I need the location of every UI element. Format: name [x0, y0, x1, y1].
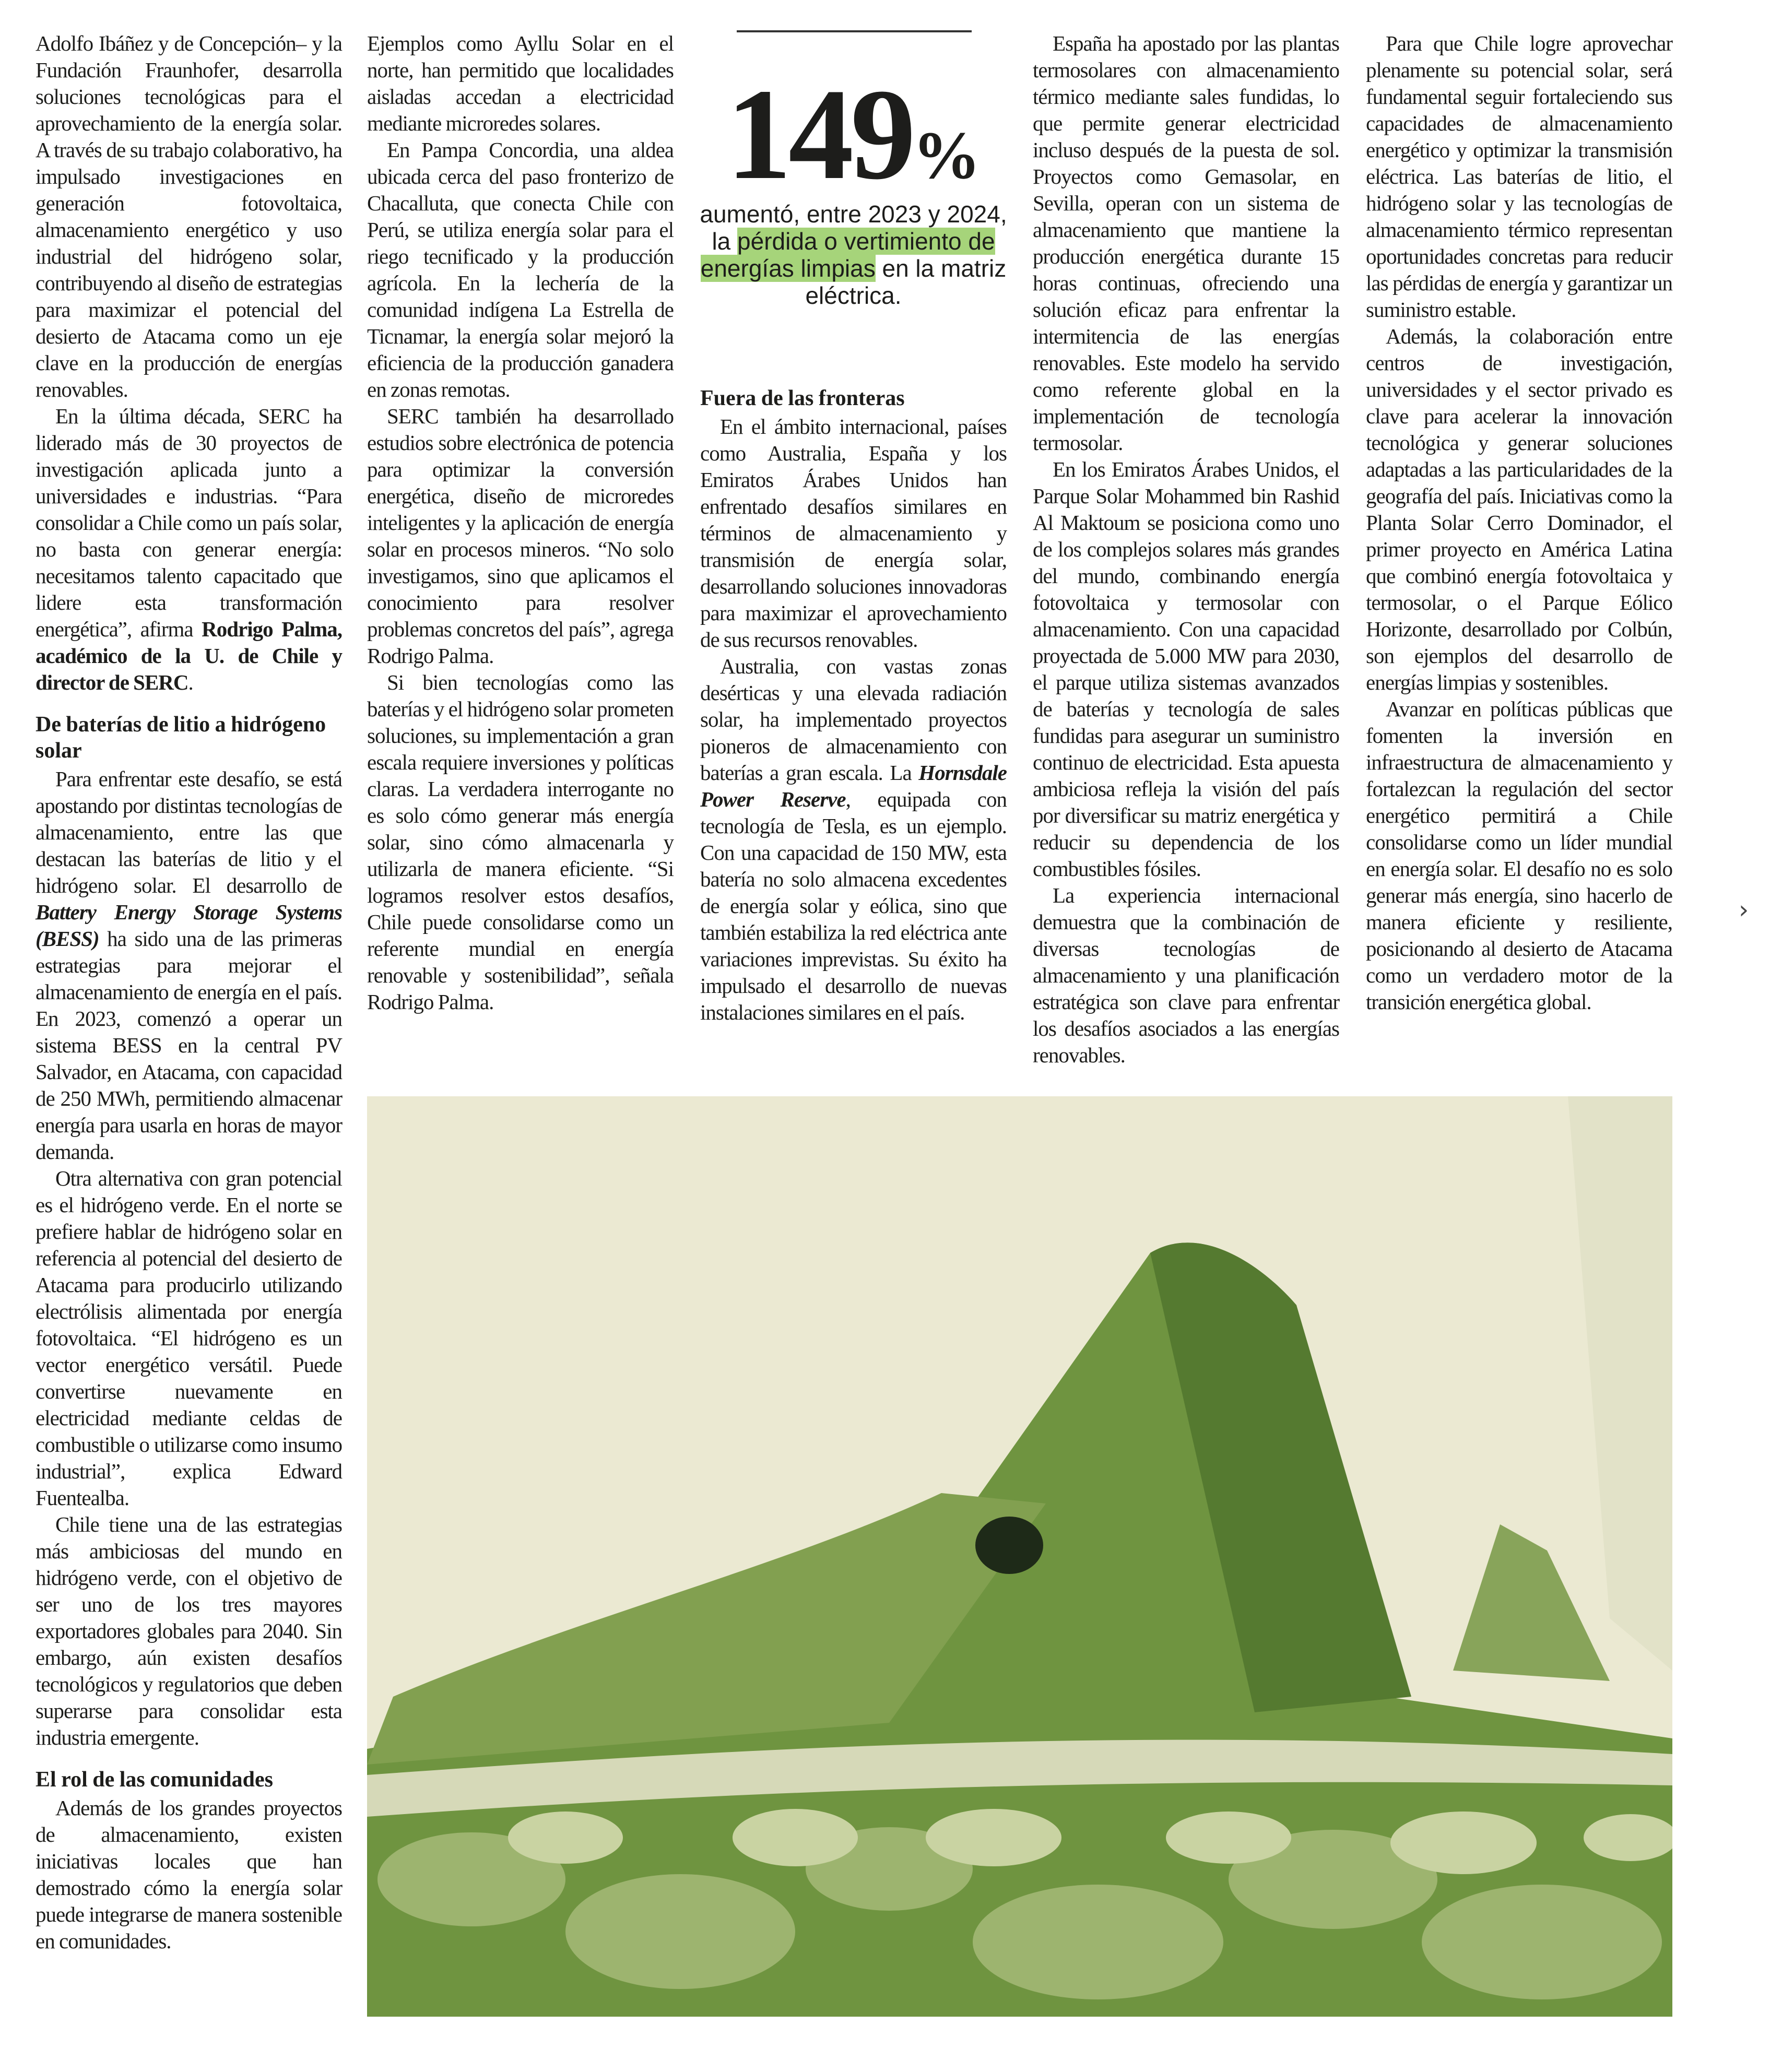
callout-number: [700, 62, 1007, 223]
paragraph: [1366, 30, 1672, 323]
callout-text-before: aumentó, entre 2023 y 2024, la: [700, 200, 1007, 255]
paragraph: [36, 30, 342, 403]
paragraph: [700, 413, 1007, 653]
paragraph: [1033, 456, 1339, 882]
next-page-button[interactable]: [1739, 895, 1765, 927]
article-column-2: [367, 30, 674, 1015]
paragraph-text: Ejemplos como Ayllu Solar en el norte, han permitido que localidades aisladas accedan a electricidad mediante microredes solares.: [367, 31, 674, 135]
paragraph-text: ha sido una de las primeras estrategias para mejorar el almacenamiento de energía en el país. En 2023, comenzó a operar un sistema BESS en la central PV Salvador, en Atacama, con capacidad de 250 MWh, permitiendo almacenar energía para usarla en horas de mayor demanda.: [36, 927, 342, 1164]
paragraph-text: Si bien tecnologías como las baterías y el hidrógeno solar prometen soluciones, su implementación a gran escala requiere inversiones y políticas claras. La verdadera interrogante no es solo cómo generar más energía solar, sino cómo almacenarla y utilizarla de manera eficiente. “Si logramos resolver estos desafíos, Chile puede consolidarse como un referente mundial en energía renovable y sostenibilidad”, señala Rodrigo Palma.: [367, 670, 674, 1014]
paragraph: [36, 403, 342, 696]
paragraph-text: SERC también ha desarrollado estudios sobre electrónica de potencia para optimizar la conversión energética, diseño de microredes inteligentes y la aplicación de energía solar en procesos mineros. “No solo investigamos, sino que aplicamos el conocimiento para resolver problemas concretos del país”, agrega Rodrigo Palma.: [367, 404, 674, 668]
paragraph-text: Para enfrentar este desafío, se está apostando por distintas tecnologías de almacenamiento, entre las que destacan las baterías de litio y el hidrógeno solar. El desarrollo de: [36, 767, 342, 897]
paragraph-text: Además de los grandes proyectos de almacenamiento, existen iniciativas locales que han demostrado cómo la energía solar puede integrarse de manera sostenible en comunidades.: [36, 1796, 342, 1953]
paragraph-text: En Pampa Concordia, una aldea ubicada cerca del paso fronterizo de Chacalluta, que conecta Chile con Perú, se utiliza energía solar para el riego tecnificado y la producción agrícola. En la lechería de la comunidad indígena La Estrella de Ticnamar, la energía solar mejoró la eficiencia de la producción ganadera en zonas remotas.: [367, 138, 674, 401]
article-column-3: [700, 30, 1007, 1026]
callout-text-highlight: pérdida o vertimiento de energías limpias: [700, 228, 995, 282]
paragraph-text: .: [188, 670, 193, 694]
section-heading: El rol de las comunidades: [36, 1768, 273, 1792]
paragraph-text: Chile tiene una de las estrategias más ambiciosas del mundo en hidrógeno verde, con el objetivo de ser uno de los tres mayores exportadores globales para 2040. Sin embargo, aún existen desafíos tecnológicos y regulatorios que deben superarse para consolidar esta industria emergente.: [36, 1512, 342, 1749]
section-heading: De baterías de litio a hidrógeno solar: [36, 713, 326, 763]
paragraph: [1033, 30, 1339, 456]
paragraph: [1366, 323, 1672, 696]
paragraph-text: Australia, con vastas zonas desérticas y una elevada radiación solar, ha implementado proyectos pioneros de almacenamiento con baterías a gran escala. La: [700, 654, 1007, 785]
desert-coast-illustration: [367, 1096, 1672, 2017]
emphasis-text: Hornsdale Power Reserve: [700, 761, 1007, 811]
paragraph: [700, 653, 1007, 1026]
callout-number-unit: %: [913, 118, 981, 193]
paragraph-text: España ha apostado por las plantas termosolares con almacenamiento térmico mediante sales fundidas, lo que permite generar electricidad incluso después de la puesta de sol. Proyectos como Gemasolar, en Sevilla, operan con un sistema de almacenamiento que mantiene la producción energética durante 15 horas continuas, ofreciendo una solución eficaz para enfrentar la intermitencia de las energías renovables. Este modelo ha servido como referente global en la implementación de tecnología termosolar.: [1033, 31, 1339, 455]
paragraph: [1366, 696, 1672, 1015]
paragraph-text: En el ámbito internacional, países como Australia, España y los Emiratos Árabes Unidos han enfrentado desafíos similares en términos de almacenamiento y transmisión de energía solar, desarrollando soluciones innovadoras para maximizar el aprovechamiento de sus recursos renovables.: [700, 415, 1007, 652]
article-column-4: [1033, 30, 1339, 1069]
emphasis-text: Rodrigo Palma, académico de la U. de Chile y director de SERC: [36, 617, 342, 694]
paragraph: [36, 1165, 342, 1511]
paragraph: [367, 137, 674, 403]
paragraph: [367, 30, 674, 137]
paragraph-text: Para que Chile logre aprovechar plenamente su potencial solar, será fundamental seguir fortaleciendo sus capacidades de almacenamiento energético y optimizar la transmisión eléctrica. Las baterías de litio, el hidrógeno solar y las tecnologías de almacenamiento térmico representan oportunidades concretas para reducir las pérdidas de energía y garantizar un suministro estable.: [1366, 31, 1672, 322]
emphasis-text: Battery Energy Storage Systems (BESS): [36, 900, 342, 951]
paragraph-text: En la última década, SERC ha liderado más de 30 proyectos de investigación aplicada junto a universidades e industrias. “Para consolidar a Chile como un país solar, no basta con generar energía: necesitamos talento capacitado que lidere esta transformación energética”, afirma: [36, 404, 342, 641]
callout-text: [695, 200, 1012, 309]
paragraph-text: Avanzar en políticas públicas que fomenten la inversión en infraestructura de almacenamiento y fortalezcan la regulación del sector energético permitirá a Chile consolidarse como un líder mundial en energía solar. El desafío no es solo generar más energía, sino hacerlo de manera eficiente y resiliente, posicionando al desierto de Atacama como un verdadero motor de la transición energética global.: [1366, 697, 1672, 1014]
paragraph: [36, 1511, 342, 1751]
paragraph: [36, 1795, 342, 1955]
callout-number-value: 149: [726, 62, 913, 207]
paragraph-text: La experiencia internacional demuestra que la combinación de diversas tecnologías de almacenamiento y una planificación estratégica son clave para enfrentar los desafíos asociados a las energías renovables.: [1033, 883, 1339, 1067]
paragraph: [367, 669, 674, 1015]
paragraph-text: En los Emiratos Árabes Unidos, el Parque Solar Mohammed bin Rashid Al Maktoum se posiciona como uno de los complejos solares más grandes del mundo, combinando energía fotovoltaica y termosolar con almacenamiento. Con una capacidad proyectada de 5.000 MW para 2030, el parque utiliza sistemas avanzados de baterías y tecnología de sales fundidas para asegurar un suministro continuo de electricidad. Esta apuesta ambiciosa refleja la visión del país por diversificar su matriz energética y reducir su dependencia de los combustibles fósiles.: [1033, 457, 1339, 881]
paragraph: [1033, 882, 1339, 1069]
paragraph-text: , equipada con tecnología de Tesla, es un ejemplo. Con una capacidad de 150 MW, esta batería no solo almacena excedentes de energía solar y eólica, sino que también estabiliza la red eléctrica ante variaciones imprevistas. Su éxito ha impulsado el desarrollo de nuevas instalaciones similares en el país.: [700, 787, 1007, 1024]
paragraph-text: Adolfo Ibáñez y de Concepción– y la Fundación Fraunhofer, desarrolla soluciones tecnológicas para el aprovechamiento de la energía solar. A través de su trabajo colaborativo, ha impulsado investigaciones en generación fotovoltaica, almacenamiento energético y uso industrial del hidrógeno solar, contribuyendo al diseño de estrategias para maximizar el potencial del desierto de Atacama como un eje clave en la producción de energías renovables.: [36, 31, 342, 401]
paragraph-text: Otra alternativa con gran potencial es el hidrógeno verde. En el norte se prefiere hablar de hidrógeno solar en referencia al potencial del desierto de Atacama para producirlo utilizando electrólisis alimentada por energía fotovoltaica. “El hidrógeno es un vector energético versátil. Puede convertirse nuevamente en electricidad mediante celdas de combustible o utilizarse como insumo industrial”, explica Edward Fuentealba.: [36, 1166, 342, 1510]
callout-rule: [737, 30, 972, 32]
statistic-callout: [700, 30, 1007, 370]
chevron-right-icon: ›: [1739, 895, 1749, 925]
article-column-1: [36, 30, 342, 1955]
paragraph-text: Además, la colaboración entre centros de investigación, universidades y el sector privado es clave para acelerar la innovación tecnológica y generar soluciones adaptadas a las particularidades de la geografía del país. Iniciativas como la Planta Solar Cerro Dominador, el primer proyecto en América Latina que combinó energía fotovoltaica y termosolar, o el Parque Eólico Horizonte, desarrollado por Colbún, son ejemplos del desarrollo de energías limpias y sostenibles.: [1366, 324, 1672, 694]
paragraph: [367, 403, 674, 669]
callout-text-after: en la matriz eléctrica.: [805, 255, 1007, 309]
section-heading: Fuera de las fronteras: [700, 386, 905, 410]
paragraph: [36, 766, 342, 1165]
article-column-5: [1366, 30, 1672, 1015]
